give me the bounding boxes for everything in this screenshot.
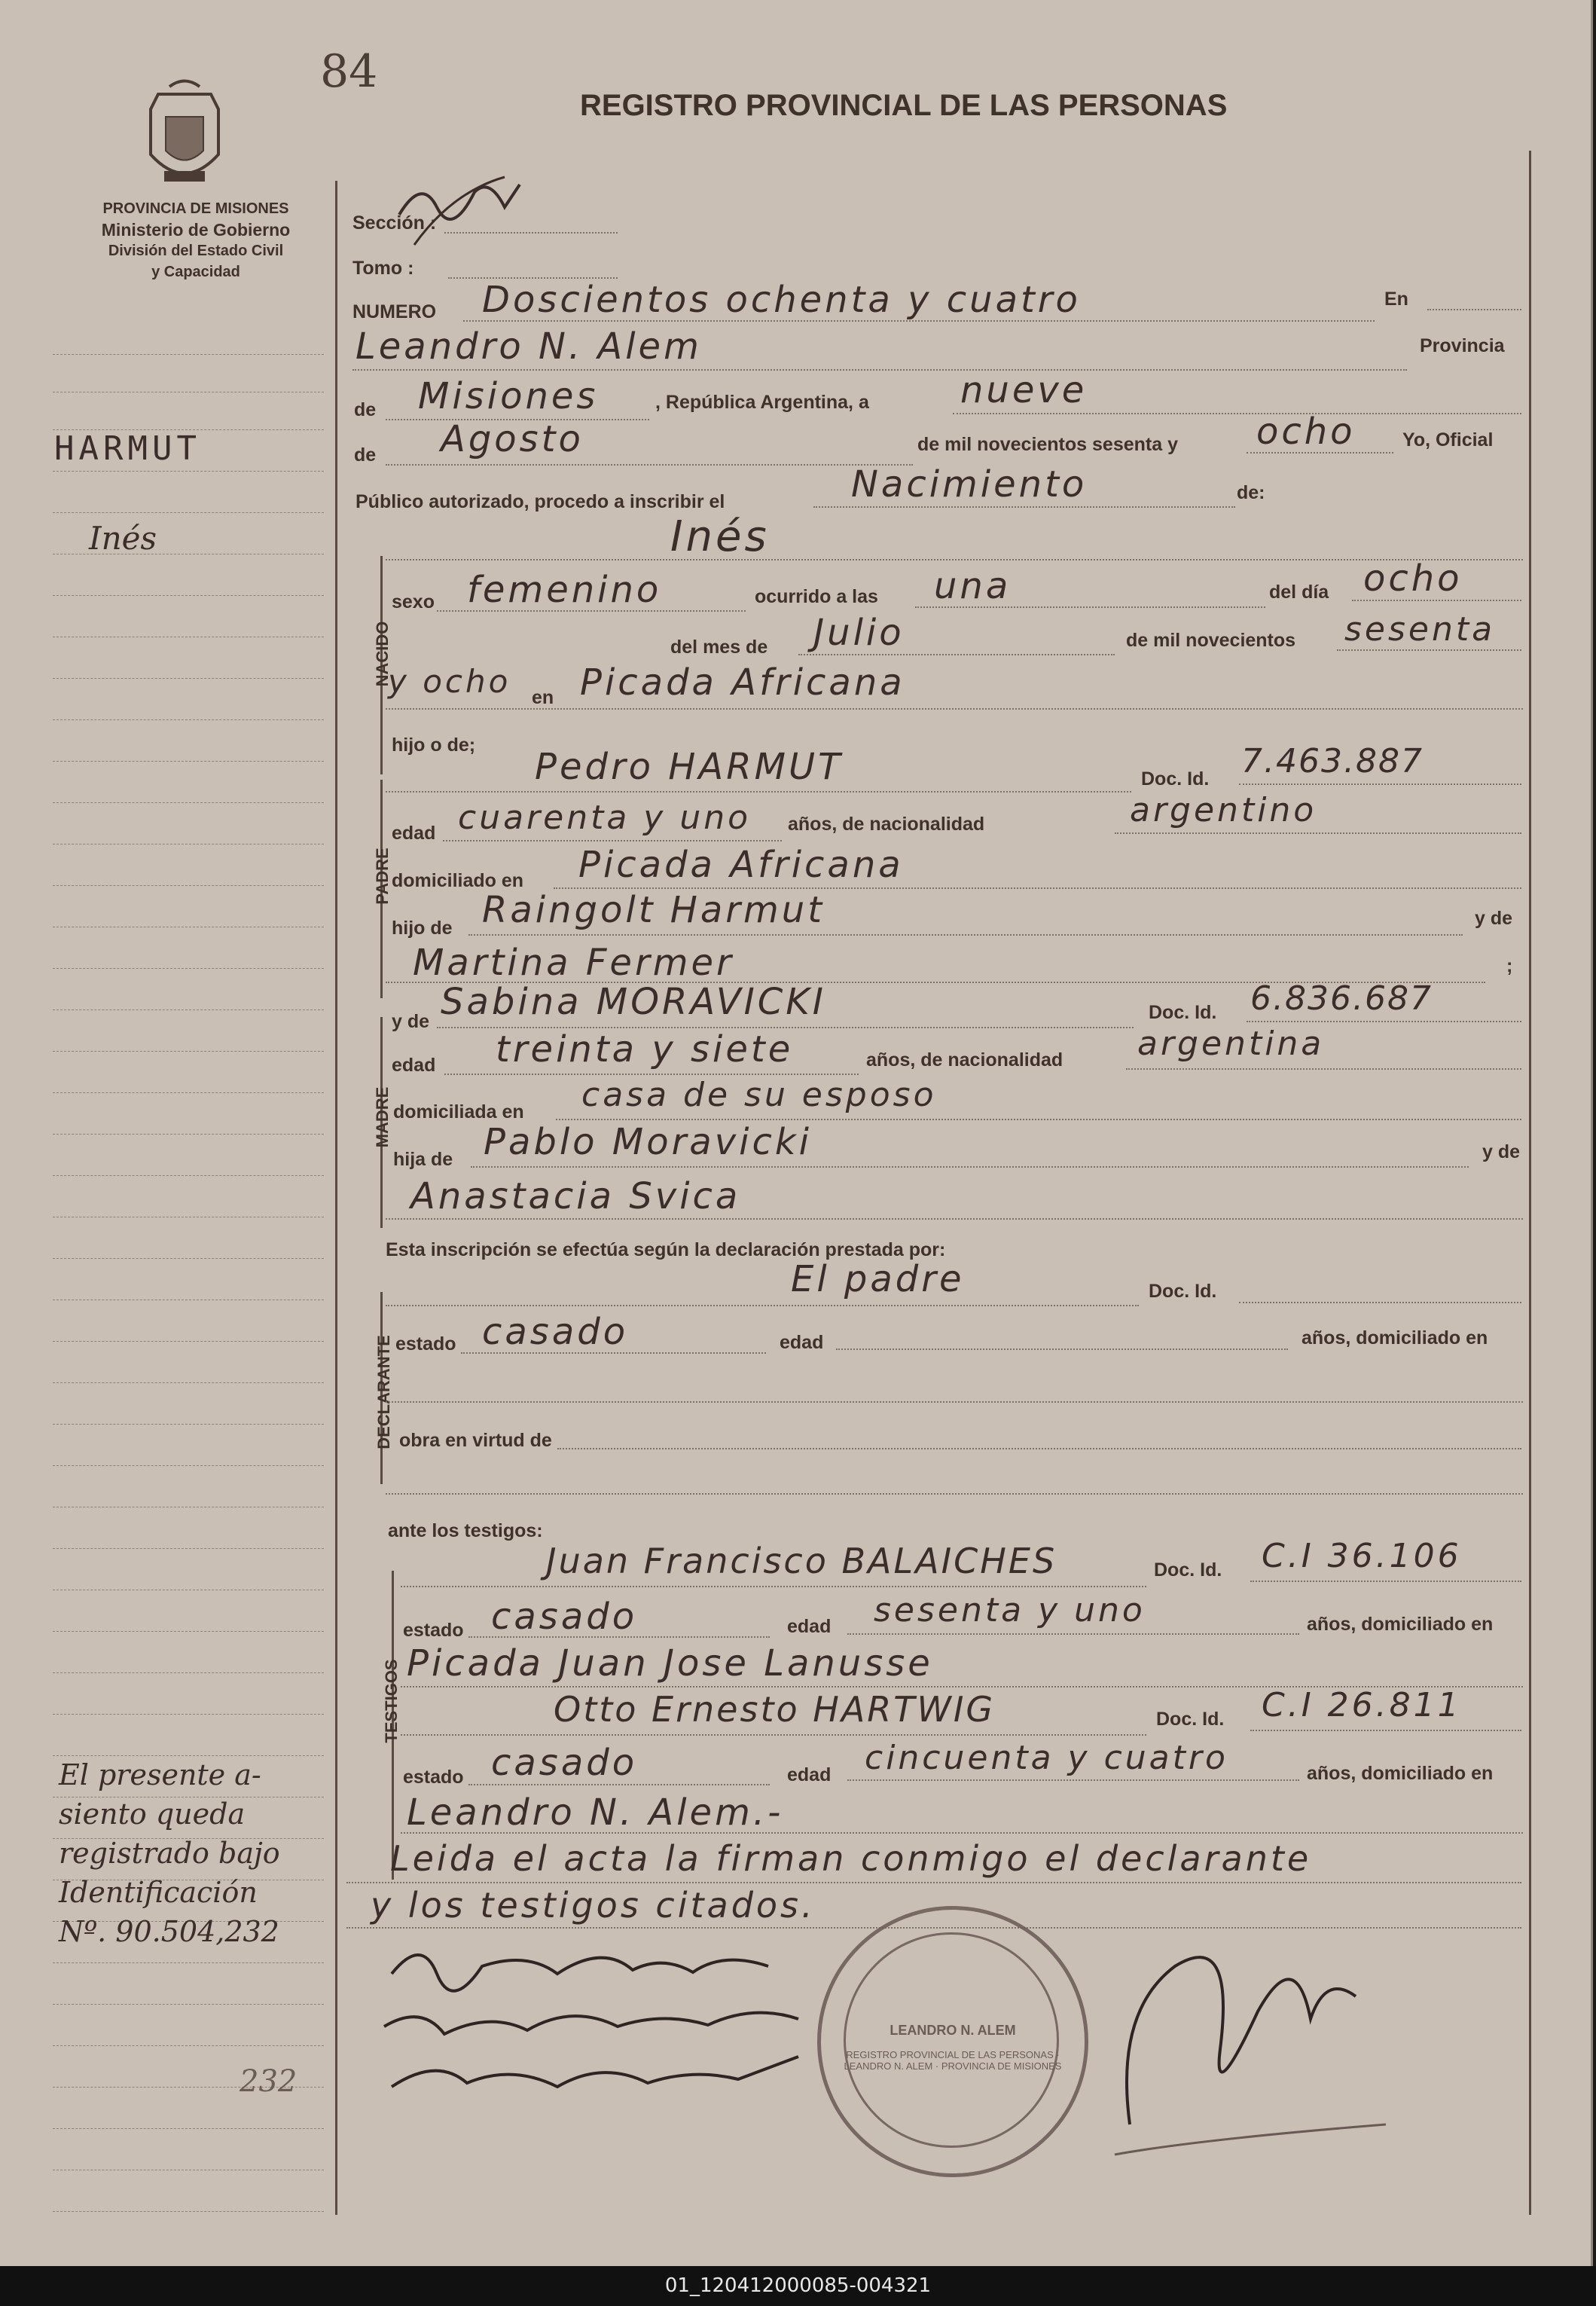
del-mes-label: del mes de <box>670 637 768 658</box>
coat-of-arms-seal <box>136 79 233 192</box>
padre-y-de-label: y de <box>1475 908 1513 929</box>
padre-dom-value: Picada Africana <box>578 844 904 886</box>
padre-doc-label: Doc. Id. <box>1141 768 1210 790</box>
madre-section-label: MADRE <box>373 1086 392 1148</box>
stamp-ring-text: REGISTRO PROVINCIAL DE LAS PERSONAS · LEANDRO N. ALEM · PROVINCIA DE MISIONES <box>844 2049 1062 2072</box>
testigo1-doc-value: C.I 36.106 <box>1262 1537 1462 1575</box>
declarante-name: El padre <box>791 1258 965 1300</box>
province-line: PROVINCIA DE MISIONES <box>102 200 289 217</box>
testigo2-anos-label: años, domiciliado en <box>1307 1763 1494 1784</box>
place-value: Leandro N. Alem <box>356 325 702 368</box>
margin-note-line: Nº. 90.504,232 <box>59 1915 279 1948</box>
testigo2-edad-value: cincuenta y cuatro <box>865 1739 1228 1777</box>
month-value: Agosto <box>441 418 584 460</box>
padre-section-label: PADRE <box>373 848 392 905</box>
officer-signature <box>1085 1898 1401 2185</box>
hijo-label: hijo o de; <box>392 735 476 756</box>
declarante-obra-label: obra en virtud de <box>399 1430 552 1451</box>
padre-mother-value: Martina Fermer <box>413 942 734 984</box>
anio-value: sesenta <box>1344 610 1496 649</box>
lugar-value: Picada Africana <box>580 661 905 704</box>
madre-doc-label: Doc. Id. <box>1149 1002 1217 1023</box>
madre-dom-label: domiciliada en <box>393 1101 524 1122</box>
ministry-line: Ministerio de Gobierno <box>101 220 291 240</box>
madre-edad-label: edad <box>392 1055 436 1076</box>
madre-dom-value: casa de su esposo <box>581 1076 937 1114</box>
madre-y-de-label: y de <box>392 1011 430 1032</box>
declarante-anos-label: años, domiciliado en <box>1302 1327 1488 1348</box>
declarante-section-label: DECLARANTE <box>374 1335 393 1449</box>
closing-line-1: Leida el acta la firman conmigo el declarante <box>390 1838 1312 1879</box>
margin-note-line: El presente a- <box>59 1758 261 1791</box>
mil-label: de mil novecientos <box>1126 630 1296 651</box>
padre-edad-value: cuarenta y uno <box>458 799 752 837</box>
madre-edad-value: treinta y siete <box>496 1028 794 1071</box>
witness-signatures <box>377 1929 829 2117</box>
padre-semicolon: ; <box>1506 955 1513 976</box>
madre-name: Sabina MORAVICKI <box>441 981 826 1023</box>
provincia-label: Provincia <box>1420 335 1505 356</box>
province-header <box>53 198 339 283</box>
padre-name: Pedro HARMUT <box>535 746 844 788</box>
margin-surname: HARMUT <box>54 429 201 468</box>
testigo2-dom-value: Leandro N. Alem.- <box>407 1791 784 1834</box>
madre-hija-de-label: hija de <box>393 1149 453 1170</box>
margin-number: 232 <box>240 2064 298 2099</box>
seccion-label: Sección : <box>352 212 437 234</box>
declarante-doc-label: Doc. Id. <box>1149 1281 1217 1302</box>
de-label-2: de <box>354 444 377 466</box>
testigo1-name: Juan Francisco BALAICHES <box>546 1541 1057 1581</box>
del-dia-label: del día <box>1269 582 1329 603</box>
province-value: Misiones <box>418 375 599 417</box>
person-name: Inés <box>670 512 770 561</box>
madre-y-de-2-label: y de <box>1482 1141 1521 1162</box>
page-title: REGISTRO PROVINCIAL DE LAS PERSONAS <box>580 89 1228 122</box>
page-number: 84 <box>320 45 378 98</box>
tomo-label: Tomo : <box>352 258 414 279</box>
testigo1-anos-label: años, domiciliado en <box>1307 1614 1494 1635</box>
ocurrido-label: ocurrido a las <box>755 586 878 607</box>
oficial-label: Yo, Oficial <box>1402 429 1494 451</box>
padre-hijo-de-label: hijo de <box>392 918 453 939</box>
padre-nac-value: argentino <box>1130 791 1317 829</box>
nacido-section-label: NACIDO <box>373 621 392 687</box>
numero-label: NUMERO <box>352 301 437 322</box>
stamp-center-text: LEANDRO N. ALEM <box>890 2023 1016 2038</box>
testigo1-estado-label: estado <box>403 1620 464 1641</box>
padre-dom-label: domiciliado en <box>392 870 524 891</box>
hora-value: una <box>934 565 1012 607</box>
mes-value: Julio <box>813 612 905 654</box>
seccion-scribble <box>392 162 527 252</box>
testigo2-doc-value: C.I 26.811 <box>1262 1686 1462 1724</box>
madre-mother-value: Anastacia Svica <box>410 1175 741 1217</box>
dia-value: ocho <box>1363 557 1463 600</box>
publico-label: Público autorizado, procedo a inscribir el <box>356 491 725 512</box>
padre-edad-label: edad <box>392 823 436 844</box>
madre-nac-value: argentina <box>1137 1025 1325 1063</box>
testigos-section-label: TESTIGOS <box>382 1659 401 1743</box>
margin-given-name: Inés <box>89 520 157 557</box>
en-label-2: en <box>532 687 554 708</box>
en-label: En <box>1384 289 1408 310</box>
division-line: División del Estado Civil <box>108 243 284 259</box>
declarante-edad-label: edad <box>780 1332 824 1353</box>
stamp-inner-ring <box>844 1932 1059 2148</box>
testigo2-estado-label: estado <box>403 1767 464 1788</box>
madre-doc-value: 6.836.687 <box>1250 979 1433 1018</box>
testigo2-name: Otto Ernesto HARTWIG <box>554 1689 996 1730</box>
margin-note-line: Identificación <box>59 1876 258 1909</box>
right-border <box>1529 151 1531 2215</box>
official-stamp <box>817 1906 1088 2177</box>
act-value: Nacimiento <box>851 463 1088 505</box>
numero-value: Doscientos ochenta y cuatro <box>482 279 1081 321</box>
madre-father-value: Pablo Moravicki <box>484 1121 812 1163</box>
declarante-estado-value: casado <box>482 1311 629 1353</box>
testigo1-doc-label: Doc. Id. <box>1154 1559 1222 1581</box>
margin-note-line: siento queda <box>59 1797 246 1831</box>
padre-nac-label: años, de nacionalidad <box>788 814 985 835</box>
declarante-estado-label: estado <box>395 1333 456 1355</box>
republica-label: , República Argentina, a <box>655 392 869 413</box>
sexo-label: sexo <box>392 591 435 612</box>
capacity-line: y Capacidad <box>151 264 240 280</box>
de-label: de <box>354 399 377 420</box>
margin-note <box>59 1755 280 1951</box>
de-colon: de: <box>1237 482 1265 503</box>
year-label: de mil novecientos sesenta y <box>917 434 1178 455</box>
testigo2-estado-value: casado <box>491 1742 638 1784</box>
testigo1-dom-value: Picada Juan Jose Lanusse <box>407 1642 933 1684</box>
testigo1-estado-value: casado <box>491 1596 638 1638</box>
padre-father-value: Raingolt Harmut <box>482 889 825 931</box>
sexo-value: femenino <box>467 569 662 611</box>
madre-nac-label: años, de nacionalidad <box>866 1049 1063 1071</box>
anio-value-2: y ocho <box>388 663 511 700</box>
image-id-footer: 01_120412000085-004321 <box>0 2266 1596 2306</box>
margin-divider <box>335 181 337 2215</box>
closing-line-2: y los testigos citados. <box>371 1885 816 1926</box>
day-value: nueve <box>960 369 1088 411</box>
testigos-intro: ante los testigos: <box>388 1520 543 1541</box>
testigo2-doc-label: Doc. Id. <box>1156 1709 1225 1730</box>
testigo2-edad-label: edad <box>787 1764 832 1785</box>
declarante-intro: Esta inscripción se efectúa según la declaración prestada por: <box>386 1239 946 1260</box>
testigo1-edad-value: sesenta y uno <box>874 1591 1146 1629</box>
year-value: ocho <box>1256 411 1356 453</box>
margin-note-line: registrado bajo <box>59 1837 280 1870</box>
testigo1-edad-label: edad <box>787 1616 832 1637</box>
padre-doc-value: 7.463.887 <box>1241 742 1424 780</box>
